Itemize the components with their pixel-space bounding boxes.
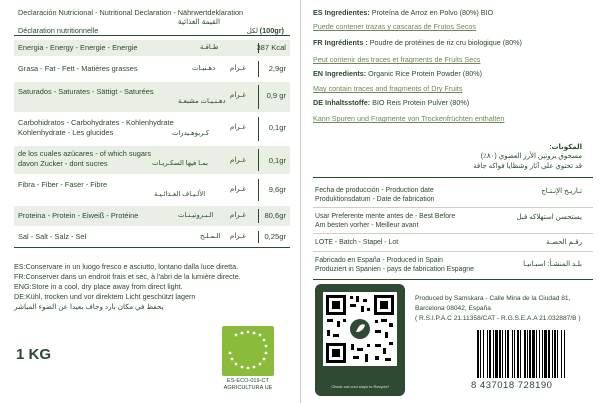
batch-label: LOTE - Batch - Stapel - Lot	[315, 239, 399, 246]
row-divider	[258, 61, 259, 77]
row-label: Proteina - Protein - Eiweiß - Protéine	[18, 211, 139, 220]
nutrition-row-fat	[14, 58, 290, 80]
ingredients-panel	[300, 0, 600, 403]
producer-line1: Produced by Samskara - Calle Mina de la Ciudad 81,	[415, 295, 571, 302]
nutrition-row-saturates	[14, 82, 290, 112]
storage-en: ENG:Store in a cool, dry place away from direct light.	[14, 282, 183, 291]
nutrition-header	[14, 6, 290, 36]
nutrition-row-protein	[14, 206, 290, 226]
row-label: Sal - Salt - Salz - Sel	[18, 232, 87, 241]
row-label: Saturados - Saturates - Sättigt - Saturées	[18, 87, 154, 96]
row-divider	[258, 149, 259, 171]
production-date-ar: تـاريـخ الإنـتـاج	[541, 188, 582, 195]
batch-ar: رقـم الحصـة	[546, 239, 582, 246]
ingredients-ar-label: المكونات:	[549, 144, 582, 151]
row-value: 9,6gr	[268, 185, 286, 194]
row-unit-ar: غـرام	[230, 65, 246, 72]
production-date-label: Fecha de producción - Production date	[315, 187, 434, 194]
nutrition-title-fr: Déclaration nutritionnelle	[18, 26, 99, 35]
row-label-ar: بمـا فيها السكـريـات	[152, 160, 209, 167]
ingredients-fr-text: Poudre de protéines de riz cru biologique (80%)	[369, 38, 522, 47]
producer-info	[415, 294, 581, 324]
row-divider	[258, 85, 259, 109]
row-value: 0,25gr	[264, 232, 286, 241]
ingredients-en-text: Organic Rice Protein Powder (80%)	[368, 69, 482, 78]
row-unit-ar: غـرام	[230, 157, 246, 164]
row-divider	[258, 209, 259, 223]
eu-code-line2: AGRICULTURA UE	[223, 385, 273, 391]
row-label-ar: طـاقـة	[200, 44, 219, 51]
row-label-ar: الألـيـاف الغـذائـيـة	[154, 191, 206, 198]
storage-fr: FR:Conserver dans un endroit frais et sec, à l'abri de la lumière directe.	[14, 272, 241, 281]
nutrition-row-fiber	[14, 176, 290, 204]
nutrition-title-ar: القيمة الغذائية	[177, 17, 220, 26]
nutrition-row-energy	[14, 40, 290, 56]
origin-ar: بلـد المنشـأ: اسبـانيـا	[523, 261, 582, 268]
nutrition-unit: (100gr)	[259, 26, 284, 35]
row-label-2: davon Zucker - dont sucres	[18, 159, 108, 168]
nutrition-row-salt	[14, 228, 290, 246]
nutrition-row-carbohydrates	[14, 114, 290, 144]
row-label-ar: كـربوهـيدرات	[172, 130, 210, 137]
row-label-ar: الـمـلـح	[200, 233, 221, 240]
nutrition-bottom-rule	[14, 247, 290, 248]
trace-fr: Peut contenir des traces et fragments de Fruits Secs	[313, 55, 481, 64]
row-label-ar: دهـنيـات	[192, 65, 216, 72]
producer-line2: Barcelona 08042, España	[415, 305, 491, 312]
trace-de: Kann Spuren und Fragmente von Trockenfrüchten enthalten	[313, 114, 505, 123]
ingredients-es	[313, 8, 597, 17]
barcode-icon	[475, 330, 591, 380]
row-label: Carbohidratos - Carbohydrates - Kohlenhydrate	[18, 118, 174, 127]
row-unit-ar: غـرام	[230, 212, 246, 219]
qr-caption: Check out cool ways to Recycle!	[331, 384, 389, 389]
nutrition-title: Declaración Nutricional - Nutritional Declaration - Nährwertdeklaration	[18, 8, 244, 17]
eu-organic-code	[217, 378, 279, 392]
section-divider	[313, 279, 593, 280]
ingredients-de	[313, 98, 597, 107]
recycle-qr-card[interactable]	[315, 284, 405, 396]
storage-es: ES:Conservare in un luogo fresco e asciutto, lontano dalla luce diretta.	[14, 262, 239, 271]
row-divider	[258, 231, 259, 243]
eu-organic-leaf-icon	[222, 326, 274, 376]
row-divider	[258, 117, 259, 141]
row-unit-ar: غـرام	[230, 233, 246, 240]
ingredients-en-label: EN Ingredients:	[313, 69, 367, 78]
ingredients-ar-text: مسحوق بروتين الأرز العضوي (٨٠٪)	[480, 153, 582, 160]
barcode-number: 8 437018 728190	[471, 380, 553, 391]
row-value: 0,1gr	[268, 123, 286, 132]
info-divider	[313, 233, 593, 234]
ingredients-de-label: DE Inhaltsstoffe:	[313, 98, 371, 107]
best-before-label-2: Am besten vorher - Meilleur avant	[315, 222, 419, 229]
net-weight: 1 KG	[16, 346, 52, 363]
info-divider	[313, 207, 593, 208]
best-before-label: Usar Preferente mente antes de - Best Before	[315, 213, 456, 220]
storage-ar: يحفظ في مكان بارد وجاف بعيدا عن الضوء المباشر	[14, 302, 164, 311]
storage-instructions	[14, 262, 296, 312]
trace-es: Puede contener trazas y cascaras de Frutos Secos	[313, 22, 476, 31]
row-unit-ar: غـرام	[230, 124, 246, 131]
row-label-2: Kohlenhydrate - Les glucides	[18, 128, 114, 137]
row-label: Energia - Energy - Energie - Energie	[18, 43, 138, 52]
trace-ar: قد تحتوي على آثار وشظايا فواكه جافة	[473, 163, 582, 170]
ingredients-fr	[313, 38, 597, 47]
row-label-ar: دهـنـيـات مشبعـة	[178, 98, 226, 105]
nutrition-row-sugars	[14, 146, 290, 174]
ingredients-de-text: BIO Reis Protein Pulver (80%)	[372, 98, 470, 107]
row-label: Grasa - Fat - Fett - Matières grasses	[18, 64, 138, 73]
ingredients-en	[313, 69, 597, 78]
origin-label-2: Produziert in Spanien - pays de fabrication Espagne	[315, 266, 474, 273]
row-value: 2,9gr	[268, 64, 286, 73]
row-unit-ar: غـرام	[230, 92, 246, 99]
producer-line3: ( R.S.I.P.A.C 21.11358/CAT - R.G.S.E.A.A 21.032887/B )	[415, 315, 581, 322]
eu-code-line1: ES-ECO-019-CT	[227, 378, 269, 384]
section-divider	[313, 177, 593, 178]
row-label-ar: الـبـروتيـنـات	[178, 212, 214, 219]
ingredients-es-text: Proteína de Arroz en Polvo (80%) BIO	[371, 8, 494, 17]
ingredients-es-label: ES Ingredientes:	[313, 8, 370, 17]
row-value: 0,9 gr	[266, 91, 286, 100]
row-unit-ar: غـرام	[230, 186, 246, 193]
nutrition-per-ar: لكل	[246, 28, 258, 35]
row-divider	[258, 179, 259, 201]
storage-de: DE:Kühl, trocken und vor direktem Licht geschützt lagern	[14, 292, 196, 301]
row-value: 80,6gr	[264, 211, 286, 220]
production-date-label-2: Produktionsdatum - Date de fabrication	[315, 196, 435, 203]
row-label: Fibra - Fiber - Faser - Fibre	[18, 180, 108, 189]
row-value: 387 Kcal	[256, 43, 286, 52]
qr-code-icon[interactable]	[323, 292, 397, 366]
row-value: 0,1gr	[268, 156, 286, 165]
info-divider	[313, 251, 593, 252]
row-label: de los cuales azúcares - of which sugars	[18, 149, 152, 158]
best-before-ar: يستحسن استهلاكه قبل	[516, 214, 582, 221]
trace-en: May contain traces and fragments of Dry Fruits	[313, 84, 463, 93]
origin-label: Fabricado en España - Produced in Spain	[315, 257, 443, 264]
ingredients-fr-label: FR Ingrédients :	[313, 38, 368, 47]
